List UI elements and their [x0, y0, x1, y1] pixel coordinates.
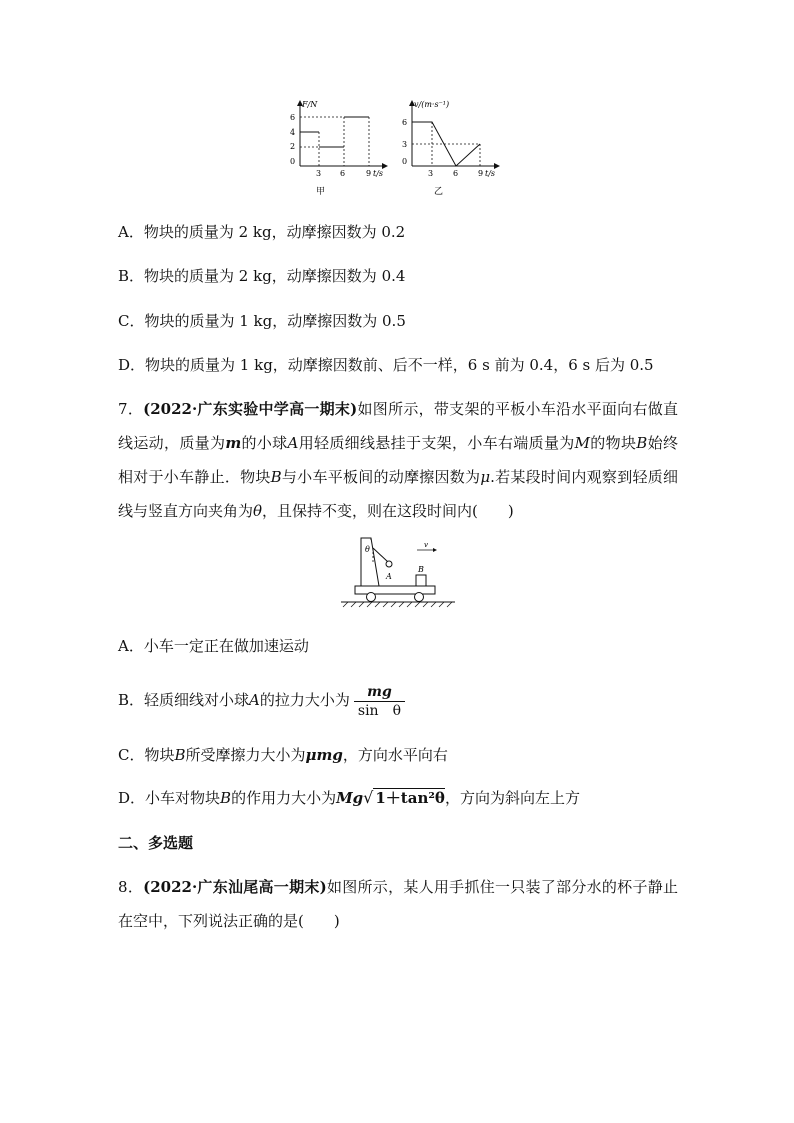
jia-ytick-6: 6 [290, 113, 296, 122]
figure-cart [335, 534, 461, 612]
jia-caption: 甲 [316, 187, 326, 197]
q6-option-d: D．物块的质量为 1 kg，动摩擦因数前、后不一样，6 s 前为 0.4，6 s 后为 0.5 [118, 356, 654, 374]
cart-platform [355, 586, 435, 594]
label-a: A [386, 572, 392, 581]
q6-option-a: A．物块的质量为 2 kg，动摩擦因数为 0.2 [118, 223, 406, 241]
block-b [416, 575, 426, 586]
label-v: v [424, 541, 428, 549]
jia-xtick-3: 3 [316, 169, 322, 178]
section-multiple-choice: 二、多选题 [118, 834, 194, 852]
q6-option-c: C．物块的质量为 1 kg，动摩擦因数为 0.5 [118, 312, 406, 330]
jia-ytick-0: 0 [290, 157, 296, 166]
q7-option-a: A．小车一定正在做加速运动 [118, 637, 309, 655]
graph-yi [402, 100, 500, 197]
yi-xlabel: t/s [485, 169, 496, 178]
yi-xtick-6: 6 [453, 169, 459, 178]
yi-caption: 乙 [434, 187, 444, 197]
fraction-mg-sin: $\frac{mg}{\text{sin θ}}$ [354, 683, 405, 720]
q6-option-b: B．物块的质量为 2 kg，动摩擦因数为 0.4 [118, 267, 406, 285]
q7-option-b: B．轻质细线对小球A的拉力大小为 $\frac{mg}{\text{sin θ}}$ [118, 678, 409, 722]
yi-ytick-6: 6 [402, 118, 408, 127]
graph-jia [290, 100, 388, 197]
jia-xtick-9: 9 [366, 169, 372, 178]
q7-option-c: C．物块B所受摩擦力大小为μmg，方向水平向右 [118, 746, 448, 764]
string [373, 548, 388, 562]
ball-a [386, 561, 392, 567]
q7-stem: 7．(2022·广东实验中学高一期末)如图所示，带支架的平板小车沿水平面向右做直线运动，质量为m的小球A用轻质细线悬挂于支架，小车右端质量为M的物块B始终相对于小车静止．物块B与小车平板间的动摩擦因数为μ.若某段时间内观察到轻质细线与竖直方向夹角为θ，且保持不变，则在这段时间内( ) [118, 400, 678, 520]
cart-wheel-right [415, 593, 424, 602]
cart-stand [361, 538, 379, 586]
yi-ylabel: v/(m·s⁻¹) [414, 100, 450, 109]
yi-ytick-0: 0 [402, 157, 408, 166]
q8-stem: 8．(2022·广东汕尾高一期末)如图所示，某人用手抓住一只装了部分水的杯子静止在空中，下列说法正确的是( ) [118, 878, 678, 930]
jia-ytick-4: 4 [290, 128, 296, 137]
jia-ylabel: F/N [302, 100, 318, 109]
yi-xtick-3: 3 [428, 169, 434, 178]
label-b: B [418, 565, 424, 574]
q7-option-d: D．小车对物块B的作用力大小为Mg√ 1＋tan²θ，方向为斜向左上方 [118, 788, 580, 807]
label-theta: θ [365, 545, 370, 554]
jia-xlabel: t/s [373, 169, 384, 178]
jia-xtick-6: 6 [340, 169, 346, 178]
yi-ytick-3: 3 [402, 140, 408, 149]
cart-wheel-left [367, 593, 376, 602]
figure-graphs [282, 96, 512, 200]
jia-ytick-2: 2 [290, 142, 296, 151]
yi-xtick-9: 9 [478, 169, 484, 178]
